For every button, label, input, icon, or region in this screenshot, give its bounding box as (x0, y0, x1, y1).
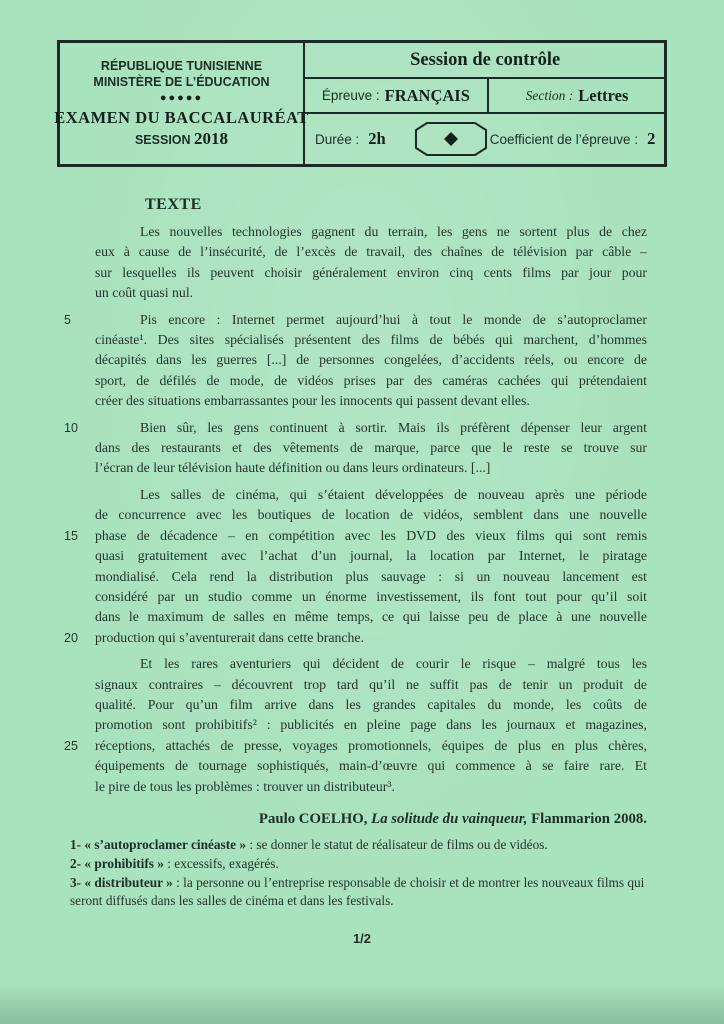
line-text: eux à cause de l’insécurité, de l’excès de travail, des chaînes de télévision par câble – (95, 244, 647, 260)
line-number (57, 438, 95, 458)
line-text: créer des situations embarrassantes pour les innocents qui passent devant elles. (95, 393, 530, 409)
line-text: Les nouvelles technologies gagnent du terrain, les gens ne sortent plus de chez (140, 224, 647, 239)
source-attribution (57, 809, 647, 829)
text-line (57, 546, 647, 566)
line-number (57, 505, 95, 525)
line-text: signaux contraires – découvrent trop tard qu’il ne suffit pas de tenir un produit de (95, 676, 647, 692)
line-number (57, 695, 95, 715)
footnote-term: 1- « s’autoproclamer cinéaste » (70, 837, 250, 852)
line-text: réceptions, attachés de presse, voyages promotionnels, équipes de plus en plus chères, (95, 737, 647, 753)
footnote-term: 3- « distributeur » (70, 874, 177, 890)
text-line (57, 607, 647, 627)
header-right (305, 43, 665, 164)
line-number: 20 (64, 630, 78, 645)
paragraph (57, 310, 647, 412)
duration-label: Durée : (315, 132, 360, 147)
line-text: l’écran de leur télévision haute définition ou dans leurs ordinateurs. [...] (95, 460, 491, 476)
text-line (57, 222, 647, 242)
line-text: Et les rares aventuriers qui décident de courir le risque – malgré tous les (140, 656, 647, 672)
section-cell (489, 79, 666, 112)
line-text: le pire de tous les problèmes : trouver un distributeur³. (95, 778, 395, 794)
line-number (57, 715, 95, 735)
session-label: SESSION (134, 133, 191, 147)
exam-header-table (54, 40, 667, 167)
duration-row (305, 114, 665, 164)
line-text: Les salles de cinéma, qui s’étaient développées de nouveau après une période (140, 486, 647, 502)
text-line (57, 675, 647, 695)
text-line (57, 756, 647, 776)
work-title: La solitude du vainqueur, (371, 810, 528, 827)
epreuve-value: FRANÇAIS (384, 85, 470, 105)
line-text: qualité. Pour qu’un film arrive dans les grandes capitales du monde, les coûts de (95, 696, 647, 712)
paragraph (57, 222, 647, 304)
text-line (57, 242, 647, 262)
text-line (57, 505, 647, 525)
section-value: Lettres (578, 85, 629, 105)
duration-cell (315, 129, 386, 149)
text-line (57, 438, 647, 458)
epreuve-cell (305, 79, 489, 112)
paragraph (57, 418, 647, 479)
reading-text (57, 222, 647, 829)
line-text: production qui s’aventurerait dans cette branche. (95, 629, 364, 645)
paragraph (57, 654, 647, 797)
text-line (57, 587, 647, 607)
text-line (57, 458, 647, 478)
exam-title: EXAMEN DU BACCALAURÉAT (54, 108, 309, 127)
subject-row (305, 79, 665, 114)
line-number (57, 391, 95, 411)
line-text: un coût quasi nul. (95, 285, 194, 301)
line-text: cinéaste¹. Des sites spécialisés présentent des films de bébés qui marchent, d’hommes (95, 332, 647, 348)
line-number (57, 222, 95, 242)
footnote (70, 855, 648, 874)
text-line (57, 715, 647, 735)
text-line (57, 628, 647, 648)
text-line (57, 330, 647, 350)
line-text: dans des restaurants et des vêtements de marque, parce que le reste se trouve sur (95, 440, 647, 456)
line-number (57, 567, 95, 587)
text-line (57, 418, 647, 438)
line-number (57, 777, 95, 797)
line-text: Bien sûr, les gens continuent à sortir. Mais ils préfèrent dépenser leur argent (140, 419, 647, 435)
session-title: Session de contrôle (305, 43, 665, 79)
line-number (57, 607, 95, 627)
line-text: quasi gratuitement avec l’achat d’un journal, la location par Internet, le piratage (95, 548, 647, 564)
line-text: phase de décadence – en compétition avec les DVD des vieux films qui sont remis (95, 527, 647, 543)
session-line (135, 129, 228, 149)
text-line (57, 526, 647, 546)
line-text: sport, de défilés de mode, de vidéos prises par des caméras cachées qui prétendaient (95, 372, 647, 388)
line-number (57, 756, 95, 776)
line-number (57, 330, 95, 350)
line-number (57, 485, 95, 505)
line-number: 10 (64, 420, 78, 435)
line-text: considéré par un studio comme un énorme investissement, ils font tout pour qu’il soit (95, 588, 647, 604)
footnote-definition: : excessifs, exagérés. (167, 855, 279, 871)
text-line (57, 350, 647, 370)
footnote-term: 2- « prohibitifs » (70, 855, 168, 871)
coefficient-value: 2 (647, 129, 656, 148)
text-line (57, 485, 647, 505)
line-number (57, 263, 95, 283)
publisher-year: Flammarion 2008. (531, 810, 647, 827)
text-line (57, 654, 647, 674)
page-number: 1/2 (352, 931, 372, 946)
text-line (57, 777, 647, 797)
line-number (57, 675, 95, 695)
diamond-badge (412, 119, 490, 159)
line-number: 25 (64, 738, 78, 753)
line-number (57, 587, 95, 607)
institution-block (54, 43, 309, 164)
text-line (57, 391, 647, 411)
paragraph (57, 485, 647, 648)
dots-separator: ●●●●● (159, 92, 204, 104)
line-number (57, 458, 95, 478)
texte-heading: TEXTE (145, 196, 202, 213)
line-number (57, 350, 95, 370)
line-text: dans le maximum de salles en même temps, ce qui laisse peu de place à une nouvelle (95, 609, 647, 625)
line-number (57, 546, 95, 566)
line-number (57, 654, 95, 674)
coefficient-cell (490, 129, 656, 149)
line-text: décapités dans les guerres [...] de personnes congelées, d’accidents réels, ou encore de (95, 352, 647, 368)
text-line (57, 263, 647, 283)
line-text: sur lesquelles ils peuvent choisir généralement environ cinq cents films par jour pour (95, 264, 647, 280)
footnotes-block (70, 836, 648, 911)
coefficient-label: Coefficient de l’épreuve : (489, 132, 639, 147)
session-year: 2018 (194, 129, 229, 148)
diamond-icon (412, 119, 490, 159)
line-text: promotion sont prohibitifs² : publicités en pleine page dans les journaux et magazines, (95, 717, 647, 733)
line-text: mondialisé. Cela rend la distribution plus sauvage : si un nouveau lancement est (95, 568, 647, 584)
author-name: Paulo COELHO, (258, 810, 368, 827)
line-number (57, 242, 95, 262)
line-number (57, 283, 95, 303)
duration-value: 2h (368, 129, 386, 148)
footnote (70, 836, 648, 855)
epreuve-label: Épreuve : (321, 88, 380, 103)
text-line (57, 567, 647, 587)
footnote (70, 874, 648, 912)
section-label: Section : (525, 87, 574, 103)
line-number: 15 (64, 528, 78, 543)
line-text: de concurrence avec les boutiques de location de vidéos, semblent dans une nouvelle (95, 507, 647, 523)
text-line (57, 695, 647, 715)
line-number (57, 371, 95, 391)
line-number: 5 (64, 312, 71, 327)
text-line (57, 736, 647, 756)
footnote-definition: : se donner le statut de réalisateur de films ou de vidéos. (249, 837, 548, 852)
republic-line: RÉPUBLIQUE TUNISIENNE (100, 59, 263, 73)
text-line (57, 283, 647, 303)
text-line (57, 371, 647, 391)
ministry-line: MINISTÈRE DE L’ÉDUCATION (93, 75, 270, 89)
footnote-definition: : la personne ou l’entreprise responsable de choisir et de montrer les nouveaux films qui seront diffusés dans les salles de cinéma et dans les festivals. (70, 874, 645, 909)
line-text: Pis encore : Internet permet aujourd’hui à tout le monde de s’autoproclamer (140, 311, 647, 327)
line-text: équipements de tournage sophistiqués, main-d’œuvre qui commence à se faire rare. Et (95, 758, 647, 774)
text-line (57, 310, 647, 330)
